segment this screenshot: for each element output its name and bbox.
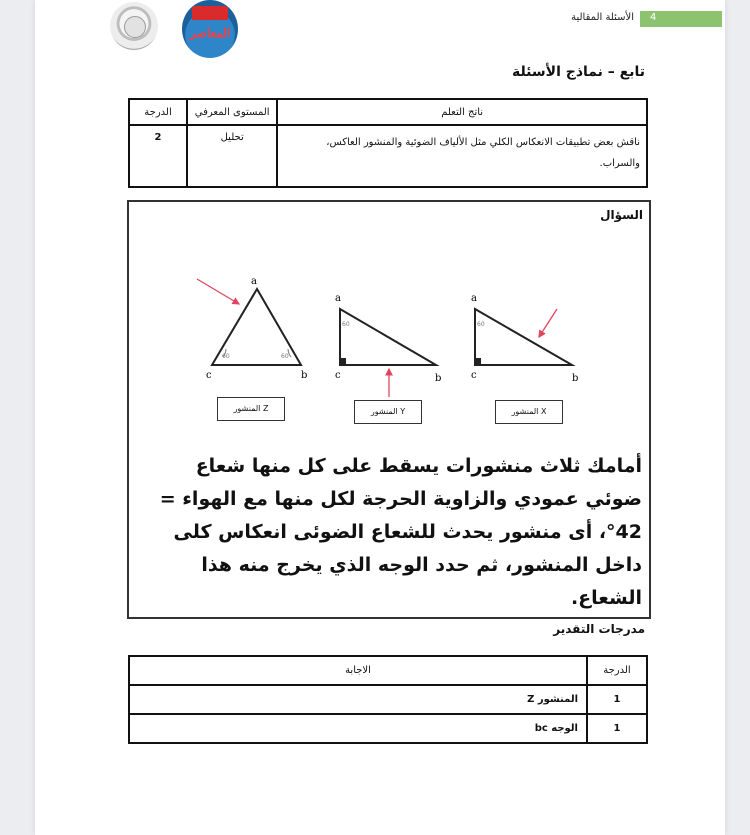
vertex-b-x: b: [572, 373, 579, 384]
question-title: السؤال: [600, 208, 643, 222]
vertex-a-z: a: [251, 276, 257, 287]
outcome-cell: ناقش بعض تطبيقات الانعكاس الكلي مثل الألياف الضوئية والمنشور العاكس، والسراب.: [277, 125, 647, 187]
prism-z-label: المنشور Z: [217, 397, 285, 421]
level-header: المستوى المعرفي: [187, 99, 277, 125]
brand-logo: المعاصر: [182, 0, 238, 58]
rubric-grade-header: الدرجة: [587, 656, 647, 685]
vertex-c-x: c: [471, 370, 477, 381]
question-box: [127, 200, 651, 619]
angle-x: 60: [477, 321, 485, 328]
vertex-b-y: b: [435, 373, 442, 384]
header-page-badge: [640, 11, 722, 27]
outcome-header: ناتج التعلم: [277, 99, 647, 125]
angle-y: 60: [342, 321, 350, 328]
vertex-a-x: a: [471, 293, 477, 304]
section-heading: تابع – نماذج الأسئلة: [511, 64, 645, 80]
grade-header: الدرجة: [129, 99, 187, 125]
prism-x-label: المنشور X: [495, 400, 563, 424]
learning-outcome-table: [128, 98, 648, 188]
rubric-answer-cell: الوجه bc: [129, 714, 587, 743]
level-cell: تحليل: [187, 125, 277, 187]
grade-cell: 2: [129, 125, 187, 187]
header-label: الأسئلة المقالية: [571, 12, 634, 23]
ray-z: [197, 279, 239, 304]
rubric-grade-cell: 1: [587, 685, 647, 714]
ministry-seal-logo: [110, 2, 158, 50]
question-text: أمامك ثلاث منشورات يسقط على كل منها شعاع ضوئي عمودي والزاوية الحرجة لكل منها مع الهواء = 42°، أى منشور يحدث للشعاع الضوئى انعكاس كلى داخل المنشور، ثم حدد الوجه الذي يخرج منه هذا الشعاع.: [159, 455, 642, 609]
vertex-b-z: b: [301, 370, 308, 381]
prism-y-label: المنشور Y: [354, 400, 422, 424]
prism-y-shape: [340, 309, 436, 365]
angle-z-left: 60: [222, 353, 230, 360]
vertex-c-y: c: [335, 370, 341, 381]
ray-x: [539, 309, 557, 337]
vertex-a-y: a: [335, 293, 341, 304]
rubric-table: [128, 655, 648, 744]
page-number: 4: [650, 12, 657, 23]
table-row: [129, 714, 647, 743]
angle-z-right: 60: [281, 353, 289, 360]
vertex-c-z: c: [206, 370, 212, 381]
table-row: [129, 685, 647, 714]
rubric-heading: مدرجات التقدير: [553, 622, 645, 636]
rubric-grade-cell: 1: [587, 714, 647, 743]
prism-x-shape: [475, 309, 572, 365]
rubric-answer-header: الاجابة: [129, 656, 587, 685]
rubric-answer-cell: المنشور Z: [129, 685, 587, 714]
